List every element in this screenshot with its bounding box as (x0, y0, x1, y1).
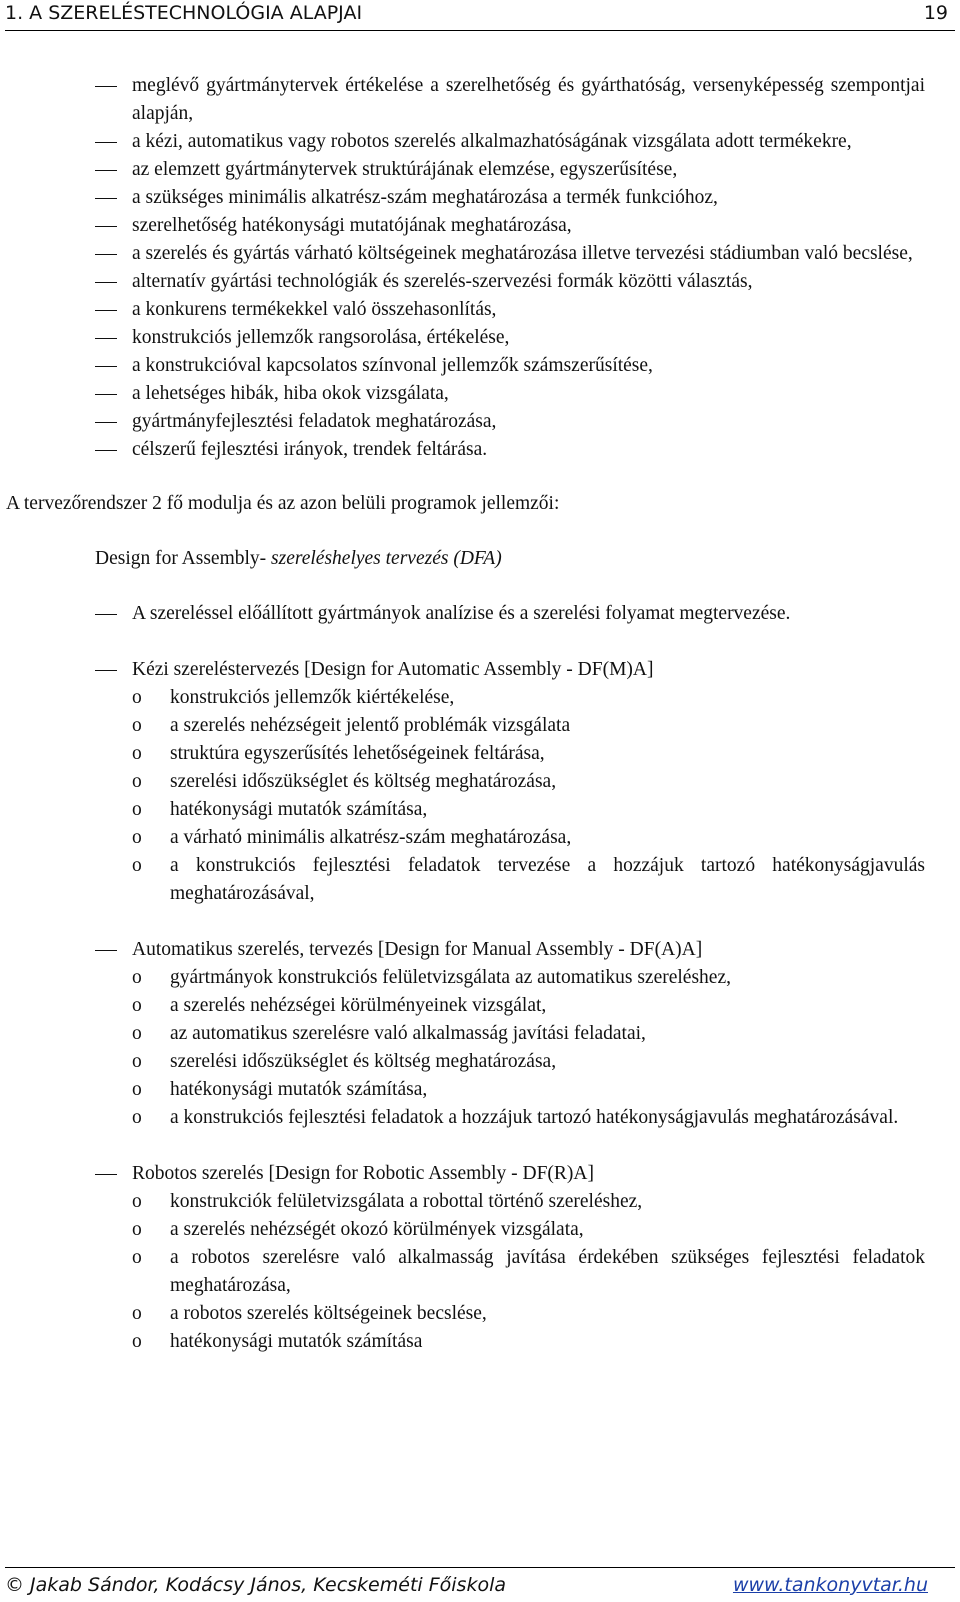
list-item-text: a konstrukcióval kapcsolatos színvonal jellemzők számszerűsítése, (132, 355, 653, 376)
chapter-title: 1. A SZERELÉSTECHNOLÓGIA ALAPJAI (5, 2, 363, 24)
page-content (0, 72, 960, 1356)
sub-list-item (0, 1244, 960, 1300)
list-item (0, 324, 960, 352)
circle-bullet: o (132, 1079, 142, 1100)
page-header (5, 0, 955, 31)
list-item (0, 128, 960, 156)
dfa-heading (0, 545, 960, 573)
list-item-text: a konkurens termékekkel való összehasonlítás, (132, 299, 497, 320)
sub-list-item (0, 1188, 960, 1216)
sub-list-item-text: hatékonysági mutatók számítása (170, 1331, 423, 1352)
dash-bullet (95, 450, 117, 451)
list-item-text: a kézi, automatikus vagy robotos szerelés alkalmazhatóságának vizsgálata adott termékekre, (132, 131, 852, 152)
circle-bullet: o (132, 1023, 142, 1044)
sub-list-item (0, 824, 960, 852)
footer-link[interactable]: www.tankonyvtar.hu (732, 1574, 928, 1596)
circle-bullet: o (132, 1247, 142, 1268)
dash-bullet (95, 142, 117, 143)
module-section (0, 936, 960, 1132)
circle-bullet: o (132, 967, 142, 988)
circle-bullet: o (132, 855, 142, 876)
circle-bullet: o (132, 1191, 142, 1212)
section-title (0, 1160, 960, 1188)
list-item-text: alternatív gyártási technológiák és szerelés-szervezési formák közötti választás, (132, 271, 753, 292)
dash-bullet (95, 1174, 117, 1175)
sub-list-item (0, 684, 960, 712)
page-number: 19 (923, 2, 948, 24)
list-item-text: az elemzett gyártmánytervek struktúrájának elemzése, egyszerűsítése, (132, 159, 678, 180)
section-title-text: Robotos szerelés [Design for Robotic Assembly - DF(R)A] (132, 1163, 594, 1184)
dash-bullet (95, 394, 117, 395)
list-item (0, 72, 960, 128)
list-item (0, 268, 960, 296)
list-item-text: szerelhetőség hatékonysági mutatójának meghatározása, (132, 215, 572, 236)
sub-list-item-text: a konstrukciós fejlesztési feladatok tervezése a hozzájuk tartozó hatékonyságjavulás meghatározásával, (170, 855, 925, 904)
section-title (0, 936, 960, 964)
sub-list-item (0, 1076, 960, 1104)
list-item (0, 240, 960, 268)
dfa-italic-label: szereléshelyes tervezés (DFA) (271, 548, 502, 569)
sub-list-item (0, 712, 960, 740)
circle-bullet: o (132, 1331, 142, 1352)
sub-list-item-text: a szerelés nehézségeit jelentő problémák vizsgálata (170, 715, 571, 736)
list-item (0, 352, 960, 380)
sub-list-item (0, 1104, 960, 1132)
sub-list-item (0, 1048, 960, 1076)
sub-list-item (0, 852, 960, 908)
module-section (0, 1160, 960, 1356)
feature-list (0, 72, 960, 464)
dash-bullet (95, 422, 117, 423)
module-section (0, 656, 960, 908)
dash-bullet (95, 950, 117, 951)
sub-list-item (0, 768, 960, 796)
list-item-text: célszerű fejlesztési irányok, trendek feltárása. (132, 439, 488, 460)
sub-list-item-text: hatékonysági mutatók számítása, (170, 1079, 428, 1100)
sub-list-item-text: a várható minimális alkatrész-szám meghatározása, (170, 827, 572, 848)
dfa-item (0, 600, 960, 628)
sub-list-item-text: a szerelés nehézségét okozó körülmények vizsgálata, (170, 1219, 584, 1240)
circle-bullet: o (132, 1303, 142, 1324)
circle-bullet: o (132, 827, 142, 848)
circle-bullet: o (132, 743, 142, 764)
list-item (0, 296, 960, 324)
dfa-label: Design for Assembly- (95, 548, 267, 569)
sub-list-item-text: struktúra egyszerűsítés lehetőségeinek feltárása, (170, 743, 545, 764)
dash-bullet (95, 614, 117, 615)
sub-list-item (0, 1216, 960, 1244)
module-sections (0, 656, 960, 1356)
sub-list-item (0, 1328, 960, 1356)
dash-bullet (95, 310, 117, 311)
dash-bullet (95, 670, 117, 671)
sub-list-item (0, 740, 960, 768)
sub-list-item (0, 964, 960, 992)
dash-bullet (95, 198, 117, 199)
sub-list-item (0, 992, 960, 1020)
sub-list-item (0, 1020, 960, 1048)
circle-bullet: o (132, 1219, 142, 1240)
sub-list-item-text: konstrukciók felületvizsgálata a robottal történő szereléshez, (170, 1191, 643, 1212)
sub-list-item-text: gyártmányok konstrukciós felületvizsgálata az automatikus szereléshez, (170, 967, 731, 988)
list-item-text: gyártmányfejlesztési feladatok meghatározása, (132, 411, 497, 432)
list-item (0, 380, 960, 408)
section-title (0, 656, 960, 684)
list-item-text: a lehetséges hibák, hiba okok vizsgálata, (132, 383, 449, 404)
list-item (0, 156, 960, 184)
dash-bullet (95, 254, 117, 255)
circle-bullet: o (132, 687, 142, 708)
dash-bullet (95, 366, 117, 367)
list-item (0, 212, 960, 240)
dfa-item-text: A szereléssel előállított gyártmányok analízise és a szerelési folyamat megtervezése. (132, 603, 791, 624)
list-item (0, 436, 960, 464)
sub-list-item-text: az automatikus szerelésre való alkalmasság javítási feladatai, (170, 1023, 646, 1044)
circle-bullet: o (132, 995, 142, 1016)
sub-list-item (0, 796, 960, 824)
circle-bullet: o (132, 1107, 142, 1128)
sub-list-item-text: a robotos szerelés költségeinek becslése, (170, 1303, 487, 1324)
sub-list-item-text: a robotos szerelésre való alkalmasság javítása érdekében szükséges fejlesztési feladatok meghatározása, (170, 1247, 925, 1296)
dash-bullet (95, 226, 117, 227)
list-item-text: a szerelés és gyártás várható költségeinek meghatározása illetve tervezési stádiumban való becslése, (132, 243, 913, 264)
sub-list-item-text: konstrukciós jellemzők kiértékelése, (170, 687, 455, 708)
list-item-text: konstrukciós jellemzők rangsorolása, értékelése, (132, 327, 510, 348)
sub-list-item-text: a szerelés nehézségei körülményeinek vizsgálat, (170, 995, 547, 1016)
list-item (0, 408, 960, 436)
footer-copyright: © Jakab Sándor, Kodácsy János, Kecskeméti Főiskola (5, 1574, 506, 1596)
intro-paragraph: A tervezőrendszer 2 fő modulja és az azon belüli programok jellemzői: (6, 493, 560, 514)
circle-bullet: o (132, 771, 142, 792)
list-item (0, 184, 960, 212)
circle-bullet: o (132, 715, 142, 736)
dash-bullet (95, 86, 117, 87)
dash-bullet (95, 338, 117, 339)
sub-list-item-text: a konstrukciós fejlesztési feladatok a hozzájuk tartozó hatékonyságjavulás meghatározásával. (170, 1107, 899, 1128)
dash-bullet (95, 282, 117, 283)
sub-list-item-text: szerelési időszükséglet és költség meghatározása, (170, 771, 557, 792)
sub-list-item (0, 1300, 960, 1328)
page-footer (5, 1567, 955, 1596)
list-item-text: meglévő gyártmánytervek értékelése a szerelhetőség és gyárthatóság, versenyképesség szempontjai alapján, (132, 75, 925, 124)
circle-bullet: o (132, 799, 142, 820)
list-item-text: a szükséges minimális alkatrész-szám meghatározása a termék funkcióhoz, (132, 187, 718, 208)
sub-list-item-text: szerelési időszükséglet és költség meghatározása, (170, 1051, 557, 1072)
dash-bullet (95, 170, 117, 171)
section-title-text: Kézi szereléstervezés [Design for Automatic Assembly - DF(M)A] (132, 659, 654, 680)
sub-list-item-text: hatékonysági mutatók számítása, (170, 799, 428, 820)
circle-bullet: o (132, 1051, 142, 1072)
section-title-text: Automatikus szerelés, tervezés [Design for Manual Assembly - DF(A)A] (132, 939, 703, 960)
